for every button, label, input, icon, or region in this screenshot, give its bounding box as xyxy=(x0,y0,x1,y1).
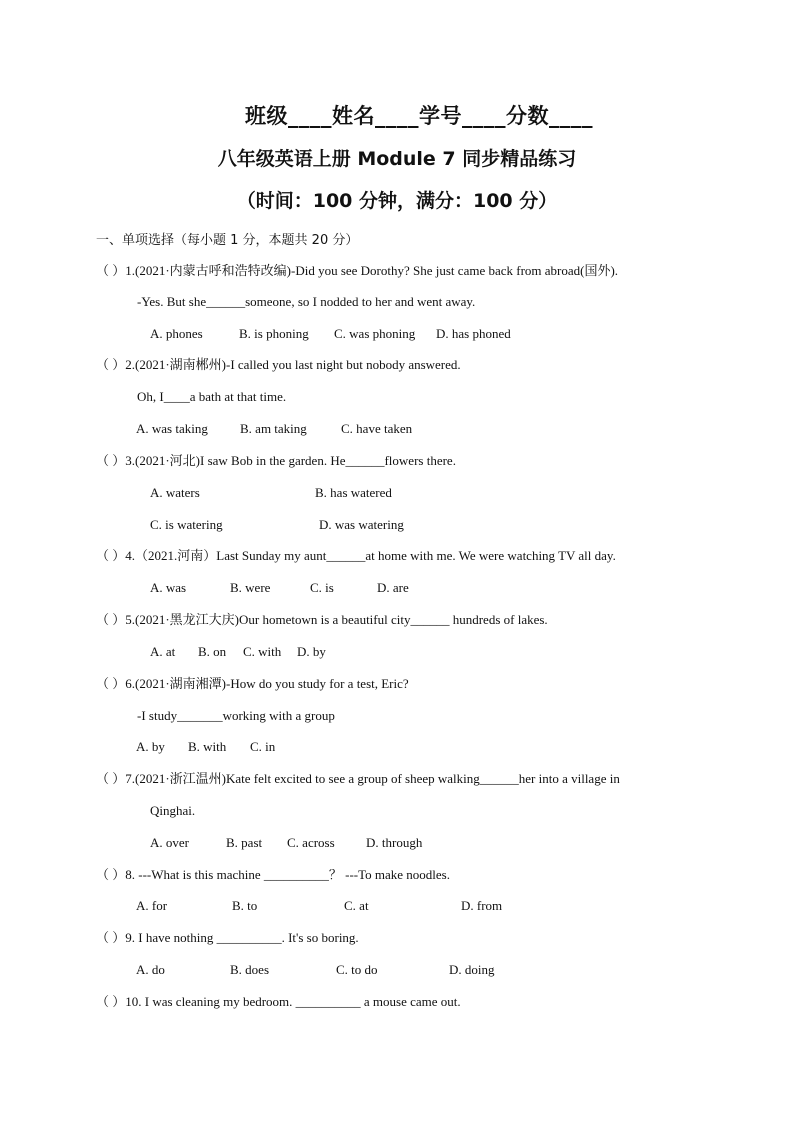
option-b: B. am taking xyxy=(240,421,307,436)
option-d: D. through xyxy=(366,835,423,850)
option-a: A. for xyxy=(136,898,168,913)
option-b: B. past xyxy=(226,835,263,850)
question-line: -Yes. But she______someone, so I nodded to her and went away. xyxy=(137,294,476,309)
question-stem: （ ）1.(2021·内蒙古呼和浩特改编)-Did you see Dorothy? She just came back from abroad(国外). xyxy=(96,263,619,278)
option-b: B. does xyxy=(230,962,269,977)
question-line: Oh, I____a bath at that time. xyxy=(137,389,287,404)
option-c: C. with xyxy=(243,644,282,659)
option-c: C. to do xyxy=(336,962,378,977)
option-c: C. is watering xyxy=(150,517,223,532)
option-a: A. over xyxy=(150,835,189,850)
question-stem: （ ）6.(2021·湖南湘潭)-How do you study for a test, Eric? xyxy=(96,676,409,691)
option-b: B. is phoning xyxy=(239,326,309,341)
option-c: C. have taken xyxy=(341,421,413,436)
option-b: B. has watered xyxy=(315,485,392,500)
question-line: Qinghai. xyxy=(150,803,196,818)
question-stem: （ ）2.(2021·湖南郴州)-I called you last night but nobody answered. xyxy=(96,357,461,372)
question-stem: （ ）7.(2021·浙江温州)Kate felt excited to see a group of sheep walking______her into a village in xyxy=(96,771,620,786)
question-stem: （ ）5.(2021·黑龙江大庆)Our hometown is a beautiful city______ hundreds of lakes. xyxy=(96,612,548,627)
option-b: B. on xyxy=(198,644,227,659)
section-title: 一、单项选择（每小题 1 分，本题共 20 分） xyxy=(96,233,359,248)
option-c: C. across xyxy=(287,835,335,850)
option-d: D. doing xyxy=(449,962,495,977)
option-a: A. by xyxy=(136,739,165,754)
option-c: C. at xyxy=(344,898,369,913)
option-b: B. with xyxy=(188,739,227,754)
question-stem: （ ）4.（2021.河南）Last Sunday my aunt______at home with me. We were watching TV all day. xyxy=(96,548,616,563)
question-stem: （ ）9. I have nothing __________. It's so boring. xyxy=(96,930,359,945)
question-stem: （ ）8. ---What is this machine __________？ ---To make noodles. xyxy=(96,867,450,882)
option-a: A. was xyxy=(150,580,187,595)
worksheet-title: 八年级英语上册 Module 7 同步精品练习 xyxy=(217,148,577,170)
option-d: D. from xyxy=(461,898,503,913)
option-a: A. waters xyxy=(150,485,200,500)
question-stem: （ ）3.(2021·河北)I saw Bob in the garden. He______flowers there. xyxy=(96,453,456,468)
option-c: C. in xyxy=(250,739,276,754)
option-d: D. are xyxy=(377,580,409,595)
time-score-line: （时间：100 分钟，满分：100 分） xyxy=(236,190,558,212)
option-a: A. do xyxy=(136,962,165,977)
question-line: -I study_______working with a group xyxy=(137,708,335,723)
option-d: D. by xyxy=(297,644,326,659)
option-d: D. was watering xyxy=(319,517,404,532)
option-b: B. to xyxy=(232,898,258,913)
option-c: C. was phoning xyxy=(334,326,416,341)
question-stem: （ ）10. I was cleaning my bedroom. __________ a mouse came out. xyxy=(96,994,461,1009)
option-b: B. were xyxy=(230,580,271,595)
option-a: A. at xyxy=(150,644,176,659)
student-info-line: 班级____姓名____学号____分数____ xyxy=(245,104,593,128)
option-a: A. phones xyxy=(150,326,203,341)
option-c: C. is xyxy=(310,580,334,595)
option-a: A. was taking xyxy=(136,421,208,436)
option-d: D. has phoned xyxy=(436,326,511,341)
